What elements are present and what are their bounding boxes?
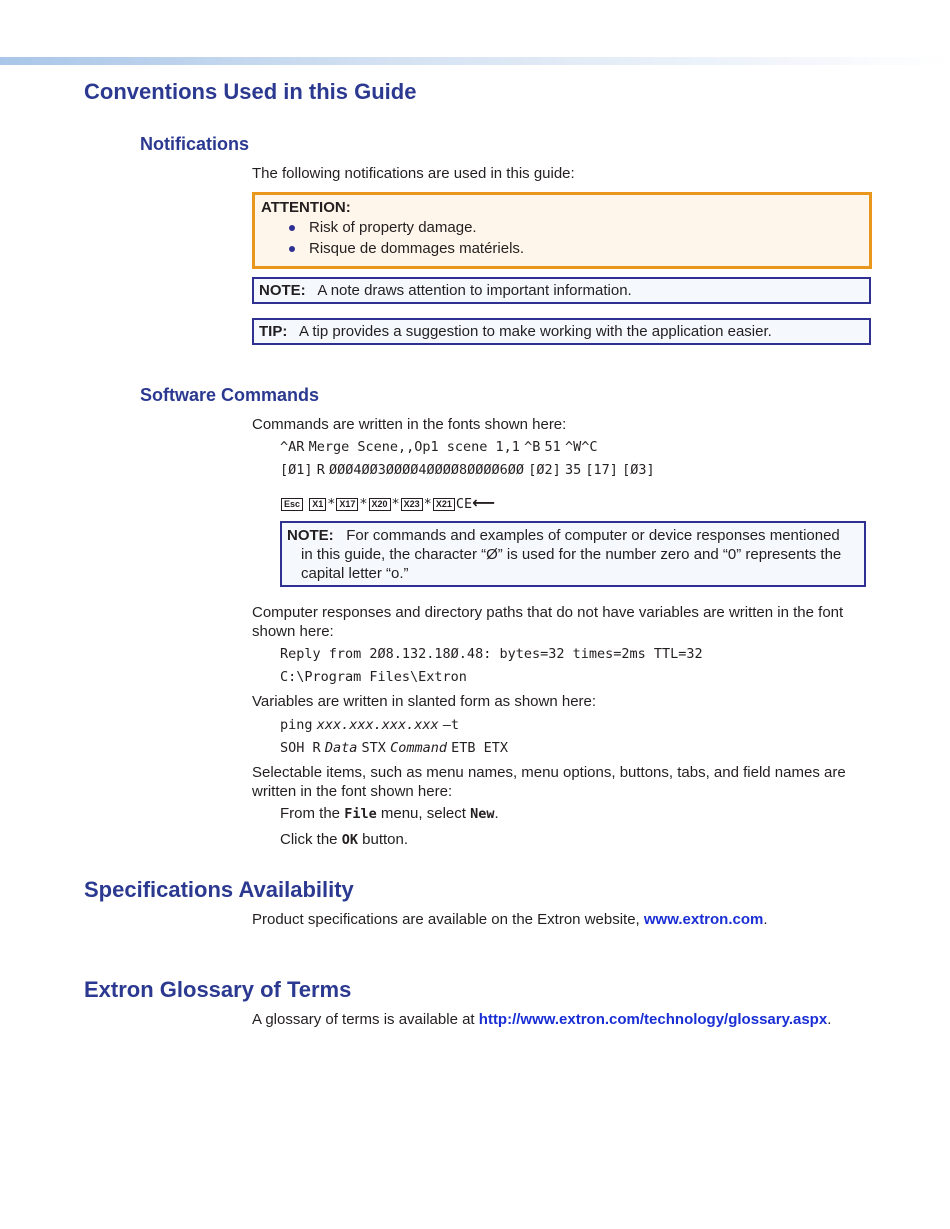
selectable-intro-2: written in the font shown here: bbox=[252, 783, 453, 800]
command-example-1: ^AR Merge Scene,,Op1 scene 1,1 ^B 51 ^W^C bbox=[280, 439, 598, 455]
specs-text: Product specifications are available on the Extron website, www.extron.com. bbox=[252, 911, 768, 928]
selectable-intro-1: Selectable items, such as menu names, menu options, buttons, tabs, and field names are bbox=[252, 764, 846, 781]
ping-example: ping xxx.xxx.xxx.xxx —t bbox=[280, 717, 460, 733]
subsection-title-software-commands: Software Commands bbox=[140, 385, 320, 405]
tip-text: A tip provides a suggestion to make working with the application easier. bbox=[299, 323, 772, 340]
path-example: C:\Program Files\Extron bbox=[280, 669, 467, 685]
glossary-text: A glossary of terms is available at http://www.extron.com/technology/glossary.aspx. bbox=[252, 1011, 832, 1028]
extron-website-link[interactable]: www.extron.com bbox=[643, 911, 764, 928]
section-title-glossary: Extron Glossary of Terms bbox=[84, 977, 352, 1002]
note-box bbox=[252, 277, 871, 304]
from-the-example: From the File menu, select New. bbox=[280, 805, 499, 822]
commands-intro: Commands are written in the fonts shown here: bbox=[252, 416, 567, 433]
note-label: NOTE: bbox=[259, 282, 306, 299]
command-example-3: Esc X1 * X17 * X20 * X23 * X21 CE⟵ bbox=[280, 494, 495, 513]
attention-box bbox=[252, 192, 872, 269]
reply-example: Reply from 2Ø8.132.18Ø.48: bytes=32 times=2ms TTL=32 bbox=[280, 646, 703, 662]
attention-list bbox=[260, 217, 869, 259]
key-x17: X17 bbox=[336, 498, 358, 511]
tip-label: TIP: bbox=[259, 323, 288, 340]
note-label: NOTE: bbox=[287, 527, 334, 544]
command-example-2: [Ø1] R ØØØ4ØØ3ØØØØ4ØØØØ8ØØØØ6ØØ [Ø2] 35 [17] [Ø3] bbox=[280, 462, 655, 478]
subsection-title-notifications: Notifications bbox=[140, 134, 250, 154]
file-menu-example: File bbox=[344, 806, 377, 822]
soh-example: SOH R Data STX Command ETB ETX bbox=[280, 740, 509, 756]
list-item: Risque de dommages matériels. bbox=[260, 238, 869, 259]
responses-intro-2: shown here: bbox=[252, 623, 334, 640]
note-text: A note draws attention to important information. bbox=[317, 282, 632, 299]
enter-arrow-icon: ⟵ bbox=[472, 493, 496, 512]
list-item: Risk of property damage. bbox=[260, 217, 869, 238]
header-gradient-bar bbox=[0, 57, 950, 65]
responses-intro-1: Computer responses and directory paths that do not have variables are written in the font bbox=[252, 604, 844, 621]
notifications-intro: The following notifications are used in this guide: bbox=[252, 165, 575, 182]
attention-label: ATTENTION: bbox=[261, 199, 351, 216]
variables-intro: Variables are written in slanted form as shown here: bbox=[252, 693, 597, 710]
new-option-example: New bbox=[470, 806, 495, 822]
bullet-icon bbox=[289, 225, 295, 231]
key-x20: X20 bbox=[369, 498, 391, 511]
tip-box bbox=[252, 318, 871, 345]
bullet-icon bbox=[289, 246, 295, 252]
commands-note-box: NOTE: For commands and examples of computer or device responses mentioned in this guide, the character “Ø” is used for the number zero and “0” represents the capital letter “o.” bbox=[280, 521, 866, 587]
ok-button-example: OK bbox=[341, 832, 358, 848]
key-esc: Esc bbox=[281, 498, 303, 511]
key-x21: X21 bbox=[433, 498, 455, 511]
glossary-link[interactable]: http://www.extron.com/technology/glossary.aspx bbox=[478, 1011, 828, 1028]
key-x23: X23 bbox=[401, 498, 423, 511]
section-title-specifications: Specifications Availability bbox=[84, 877, 354, 902]
click-the-example: Click the OK button. bbox=[280, 831, 409, 848]
section-title-conventions: Conventions Used in this Guide bbox=[84, 79, 417, 104]
key-x1: X1 bbox=[309, 498, 326, 511]
